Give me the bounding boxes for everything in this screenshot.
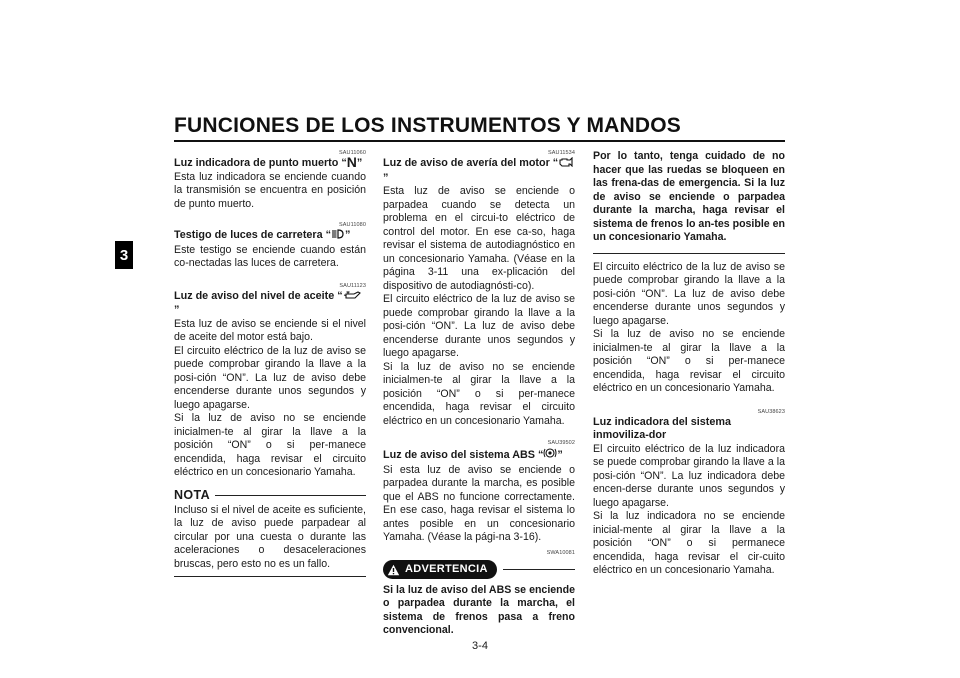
warning-triangle-icon [387, 564, 400, 576]
neutral-light-heading: Luz indicadora de punto muerto “N” [174, 154, 363, 170]
immobilizer-text-2: Si la luz indicadora no se enciende inicial-mente al girar la llave a la posición “ON” o si permanece encendida, haga revisar el cir-cuito eléctrico en un concesionario Yamaha. [593, 510, 785, 576]
engine-trouble-text-3: Si la luz de aviso no se enciende inicialmen-te al girar la llave a la posición “ON” o si per-manece encendida, haga revisar el circuito eléctrico en un concesionario Yamaha. [383, 360, 575, 427]
engine-trouble-text-1: Esta luz de aviso se enciende o parpadea cuando se detecta un problema en el circui-to eléctrico de control del motor. En ese ca-so, haga revisar el sistema de autodiagnóstico en un concesionario Yamaha. (Véase en la página 3-11 una ex-plicación del dispositivo de autodiagnósti-co). [383, 185, 575, 292]
engine-trouble-text-2: El circuito eléctrico de la luz de aviso se puede comprobar girando la llave a la posi-ción “ON”. La luz de aviso debe encenderse durante unos segundos y luego apagarse. [383, 293, 575, 359]
oil-level-text-3: Si la luz de aviso no se enciende inicialmen-te al girar la llave a la posición “ON” o si per-manece encendida, haga revisar el circuito eléctrico en un concesionario Yamaha. [174, 412, 366, 478]
immobilizer-heading: Luz indicadora del sistema inmoviliza-dor [593, 415, 731, 441]
nota-header [174, 488, 366, 504]
neutral-symbol: N [346, 154, 357, 170]
abs-warning-text: Si esta luz de aviso se enciende o parpadea durante la marcha, es posible que el ABS no funcione correctamente. En ese caso, haga revisar el sistema lo antes posible en un concesionario Yamaha. (Véase la pági-na 3-16). [383, 463, 575, 543]
engine-trouble-heading: Luz de aviso de avería del motor “” [383, 157, 575, 185]
oil-can-icon [343, 290, 361, 305]
reference-code: SAU38623 [757, 408, 785, 415]
advertencia-badge: ADVERTENCIA [383, 560, 497, 579]
oil-level-heading: Luz de aviso del nivel de aceite “” [174, 290, 366, 318]
reference-code: SAU39502 [547, 440, 575, 446]
page-title: FUNCIONES DE LOS INSTRUMENTOS Y MANDOS [174, 114, 681, 137]
advertencia-text-continued: Por lo tanto, tenga cuidado de no hacer que las ruedas se bloqueen en las frena-das de emergencia. Si la luz de aviso se enciende o parpadea durante la marcha, haga revisar el sistema de frenos lo an-tes posible en un concesionario Yamaha. [593, 150, 785, 243]
neutral-light-text: Esta luz indicadora se enciende cuando la transmisión se encuentra en posición de punto muerto. [174, 170, 366, 210]
reference-code: SAU11123 [339, 282, 366, 289]
nota-text: Incluso si el nivel de aceite es suficiente, la luz de aviso puede parpadear al circular por una cuesta o durante las aceleraciones o desaceleraciones bruscas, pero esto no es un fallo. [174, 503, 366, 570]
reference-code: SAU11534 [548, 150, 575, 156]
nota-label: NOTA [174, 487, 211, 502]
column-1 [174, 150, 366, 577]
abs-warning-heading: Luz de aviso del sistema ABS “ ” [383, 447, 575, 464]
oil-level-text-2: El circuito eléctrico de la luz de aviso se puede comprobar girando la llave a la posi-ción “ON”. La luz de aviso debe encenderse durante unos segundos y luego apagarse. [174, 344, 366, 411]
high-beam-icon [331, 229, 345, 244]
high-beam-text: Este testigo se enciende cuando están co-nectadas las luces de carretera. [174, 243, 366, 269]
oil-level-text-1: Esta luz de aviso se enciende si el nivel de aceite del motor está bajo. [174, 317, 366, 343]
reference-code: SAU11060 [339, 150, 366, 156]
column-2 [383, 150, 575, 638]
nota-end-rule [174, 576, 366, 577]
advertencia-rule [503, 569, 575, 570]
high-beam-heading: Testigo de luces de carretera “ ” [174, 229, 366, 244]
advertencia-end-rule [593, 253, 785, 254]
page-number: 3-4 [472, 640, 488, 652]
reference-code: SAU11080 [339, 222, 366, 228]
nota-rule [215, 495, 366, 496]
section-tab: 3 [115, 241, 133, 269]
title-rule [174, 140, 785, 142]
abs-check-text-2: Si la luz de aviso no se enciende inicialmen-te al girar la llave a la posición “ON” o si per-manece encendida, haga revisar el circuito eléctrico en un concesionario Yamaha. [593, 328, 785, 394]
advertencia-header [383, 560, 575, 580]
abs-check-text-1: El circuito eléctrico de la luz de aviso se puede comprobar girando la llave a la posi-ción “ON”. La luz de aviso debe encenderse durante unos segundos y luego apagarse. [593, 260, 785, 327]
engine-icon [558, 157, 574, 172]
immobilizer-text-1: El circuito eléctrico de la luz indicadora se puede comprobar girando la llave a la posi-ción “ON”. La luz indicadora debe encen-derse durante unos segundos y luego apagarse. [593, 442, 785, 509]
column-3 [593, 150, 785, 578]
abs-icon [543, 447, 557, 464]
advertencia-text: Si la luz de aviso del ABS se enciende o parpadea durante la marcha, el sistema de frenos pasa a freno convencional. [383, 583, 575, 636]
reference-code: SWA10081 [546, 549, 575, 556]
